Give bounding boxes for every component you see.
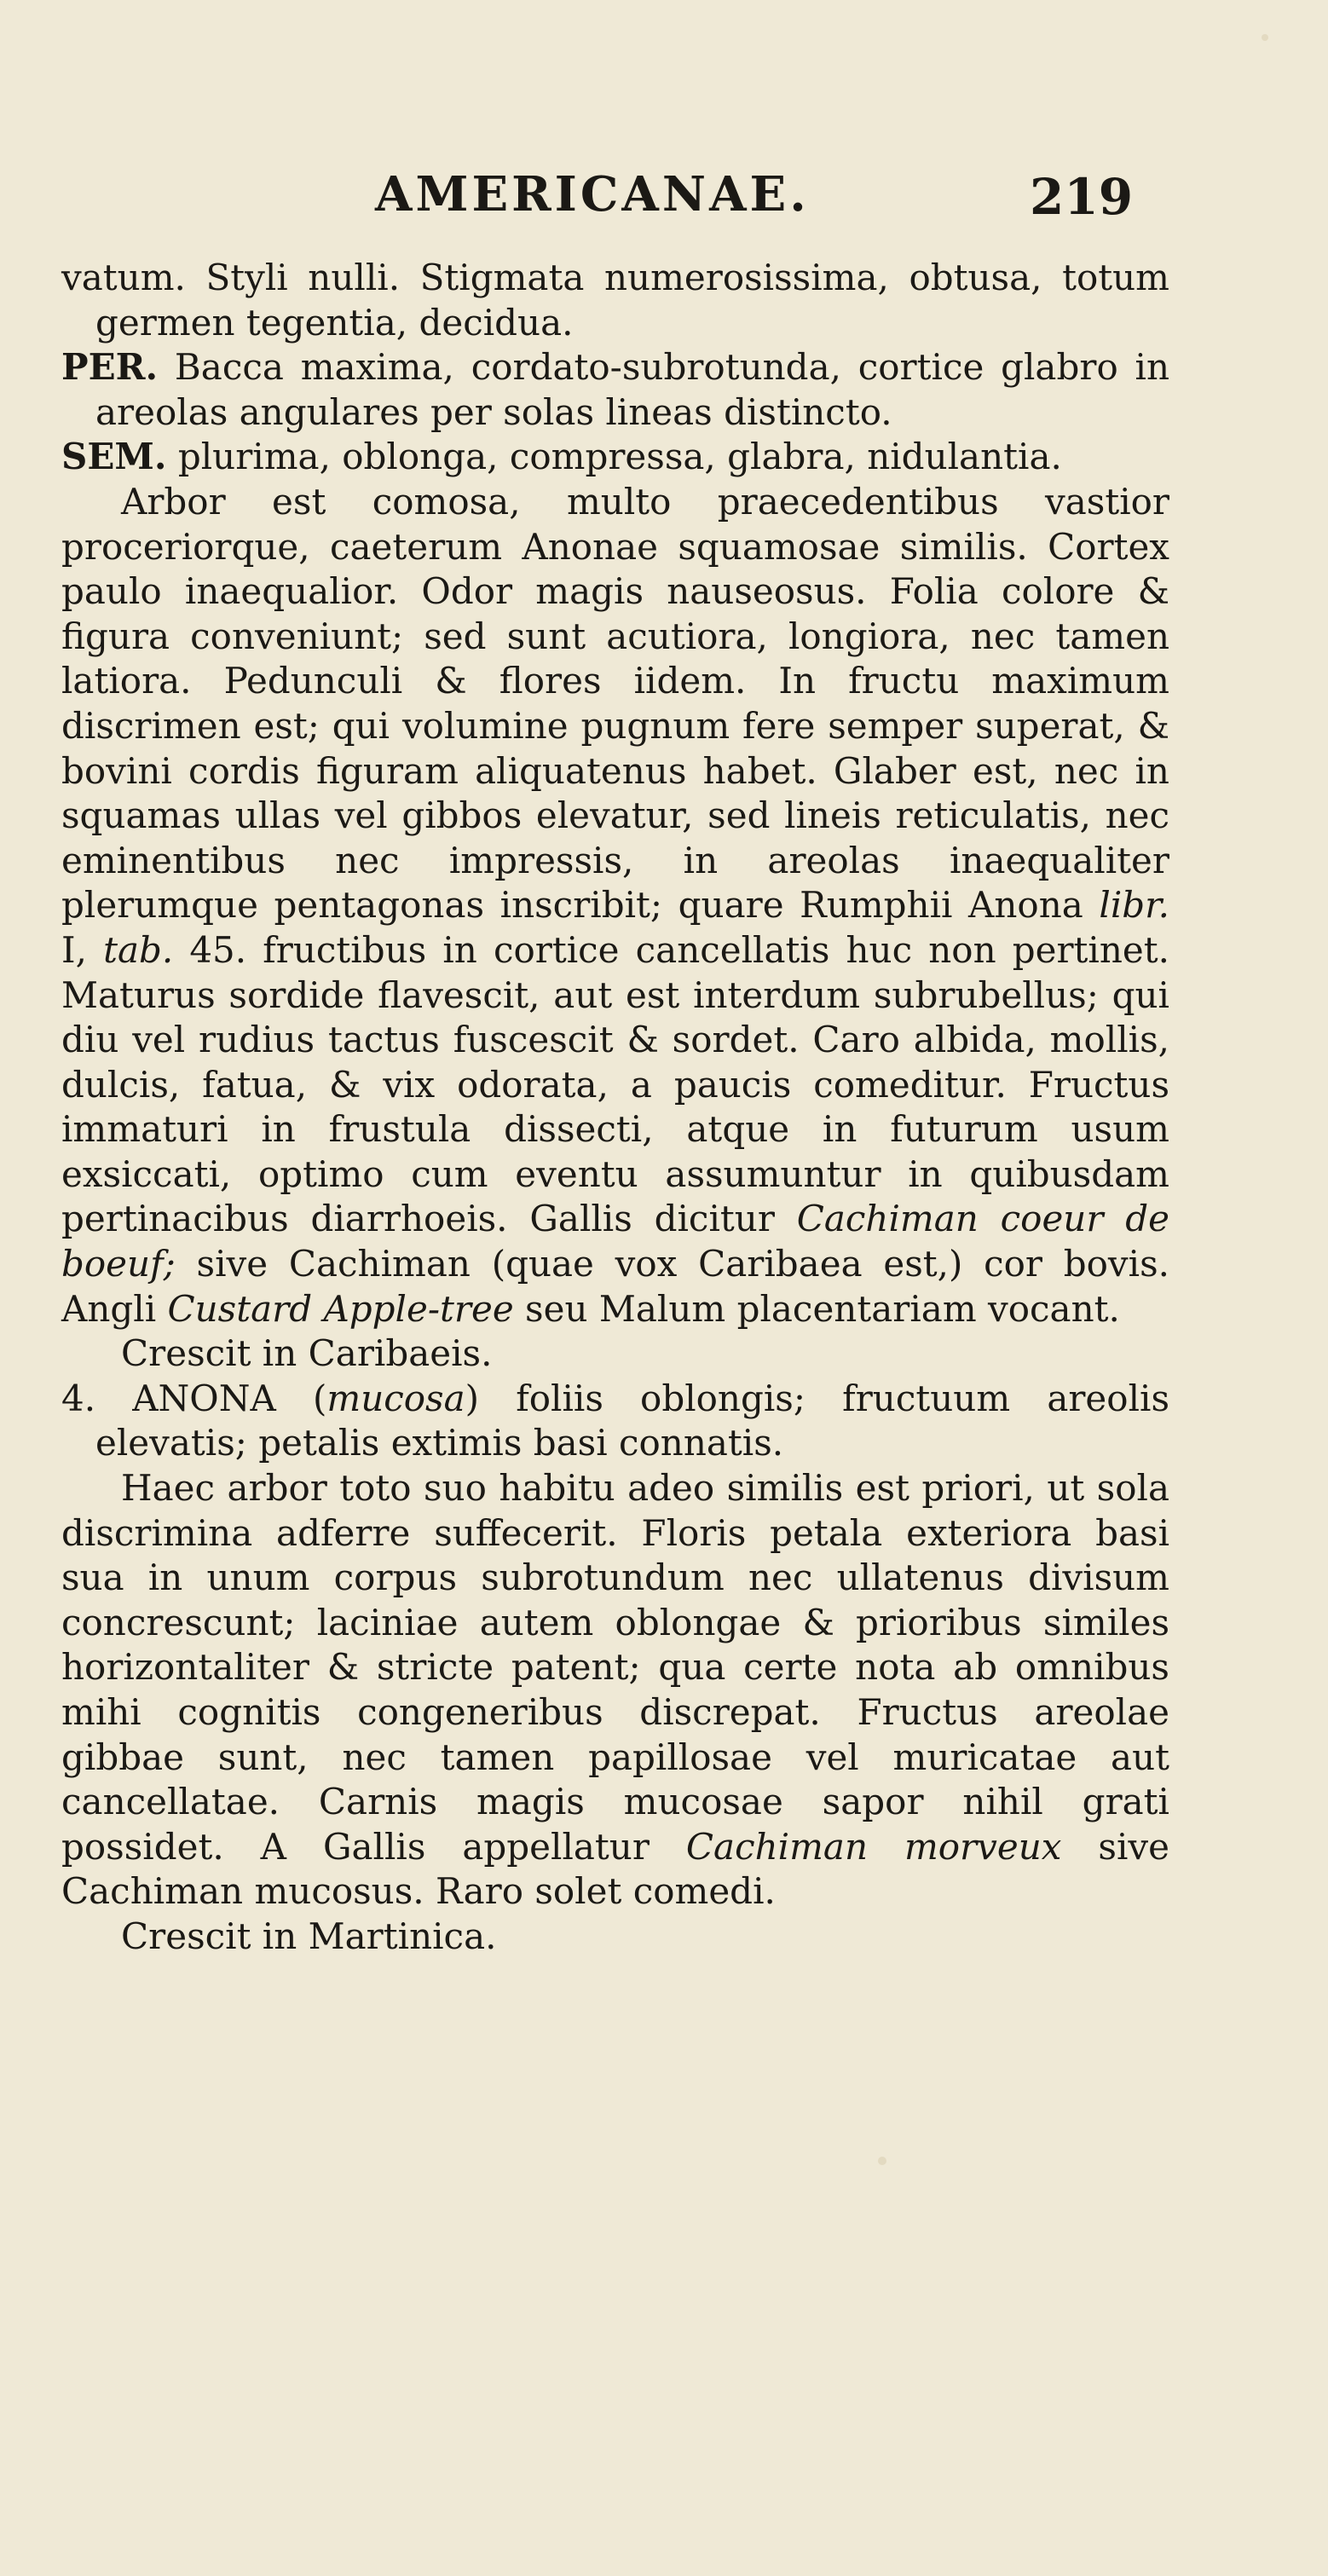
text-run: Bacca maxima, cordato-subrotunda, cortice glabro in areolas angulares per solas lineas distincto. (95, 346, 1169, 433)
paper-speck (1262, 34, 1268, 41)
text-run: Crescit in Martinica. (121, 1915, 497, 1957)
paragraph-sem (61, 435, 1169, 480)
text-run: seu Malum placentariam vocant. (513, 1287, 1120, 1330)
text-run: I, (61, 928, 104, 971)
running-title: AMERICANAE. (375, 166, 810, 222)
body-text (61, 256, 1169, 1960)
paragraph-habitat-martinica (61, 1915, 1169, 1960)
text-run: sive Cachiman mucosus. Raro solet comedi. (61, 1825, 1170, 1913)
italic-run: mucosa (326, 1377, 465, 1419)
paper-speck (878, 2157, 886, 2165)
italic-run: Cachiman coeur de boeuf; (61, 1198, 1169, 1285)
paragraph-per (61, 345, 1169, 435)
paragraph-styli (61, 256, 1169, 345)
italic-run: libr. (1099, 884, 1169, 927)
text-run: Arbor est comosa, multo praecedentibus vastior proceriorque, caeterum Anonae squamosae similis. Cortex paulo inaequalior. Odor magis nauseosus. Folia colore & figura conveniunt; sed sunt acutiora, longiora, nec tamen latiora. Pedunculi & flores iidem. In fructu maximum discrimen est; qui volumine pugnum fere semper superat, & bovini cordis figuram aliquatenus habet. Glaber est, nec in squamas ullas vel gibbos elevatur, sed lineis reticulatis, nec eminentibus nec impressis, in areolas inaequaliter plerumque pentagonas inscribit; quare Rumphii Anona (61, 480, 1169, 927)
text-run: plurima, oblonga, compressa, glabra, nidulantia. (166, 436, 1062, 478)
text-run: 4. ANONA ( (61, 1377, 327, 1419)
italic-run: tab. (103, 928, 174, 971)
text-run: Crescit in Caribaeis. (121, 1332, 493, 1375)
section-label: SEM. (61, 436, 167, 478)
text-run: vatum. Styli nulli. Stigmata numerosissima, obtusa, totum germen tegentia, decidua. (61, 257, 1169, 344)
text-run: ) foliis oblongis; fructuum areolis elevatis; petalis extimis basi connatis. (95, 1377, 1169, 1464)
italic-run: Cachiman morveux (685, 1825, 1062, 1868)
text-run: 45. fructibus in cortice cancellatis huc non pertinet. Maturus sordide flavescit, aut est interdum subrubellus; qui diu vel rudius tactus fuscescit & sordet. Caro albida, mollis, dulcis, fatua, & vix odorata, a paucis comeditur. Fructus immaturi in frustula dissecti, atque in futurum usum exsiccati, optimo cum eventu assumuntur in quibusdam pertinacibus diarrhoeis. Gallis dicitur (61, 928, 1169, 1240)
italic-run: Custard Apple-tree (167, 1287, 514, 1330)
paragraph-species-heading (61, 1377, 1169, 1466)
page-number: 219 (1030, 168, 1134, 226)
running-head (0, 166, 1328, 226)
paragraph-habitat-caribaeis (61, 1331, 1169, 1377)
paragraph-description (61, 480, 1169, 1331)
text-run: Haec arbor toto suo habitu adeo similis est priori, ut sola discrimina adferre suffecerit. Floris petala exteriora basi sua in unum corpus subrotundum nec ullatenus divisum concrescunt; laciniae autem oblongae & prioribus similes horizontaliter & stricte patent; qua certe nota ab omnibus mihi cognitis congeneribus discrepat. Fructus areolae gibbae sunt, nec tamen papillosae vel muricatae aut cancellatae. Carnis magis mucosae sapor nihil grati possidet. A Gallis appellatur (61, 1467, 1169, 1868)
paragraph-description-mucosa (61, 1466, 1169, 1915)
text-run: sive Cachiman (quae vox Caribaea est,) cor bovis. Angli (61, 1243, 1169, 1330)
section-label: PER. (61, 346, 159, 389)
